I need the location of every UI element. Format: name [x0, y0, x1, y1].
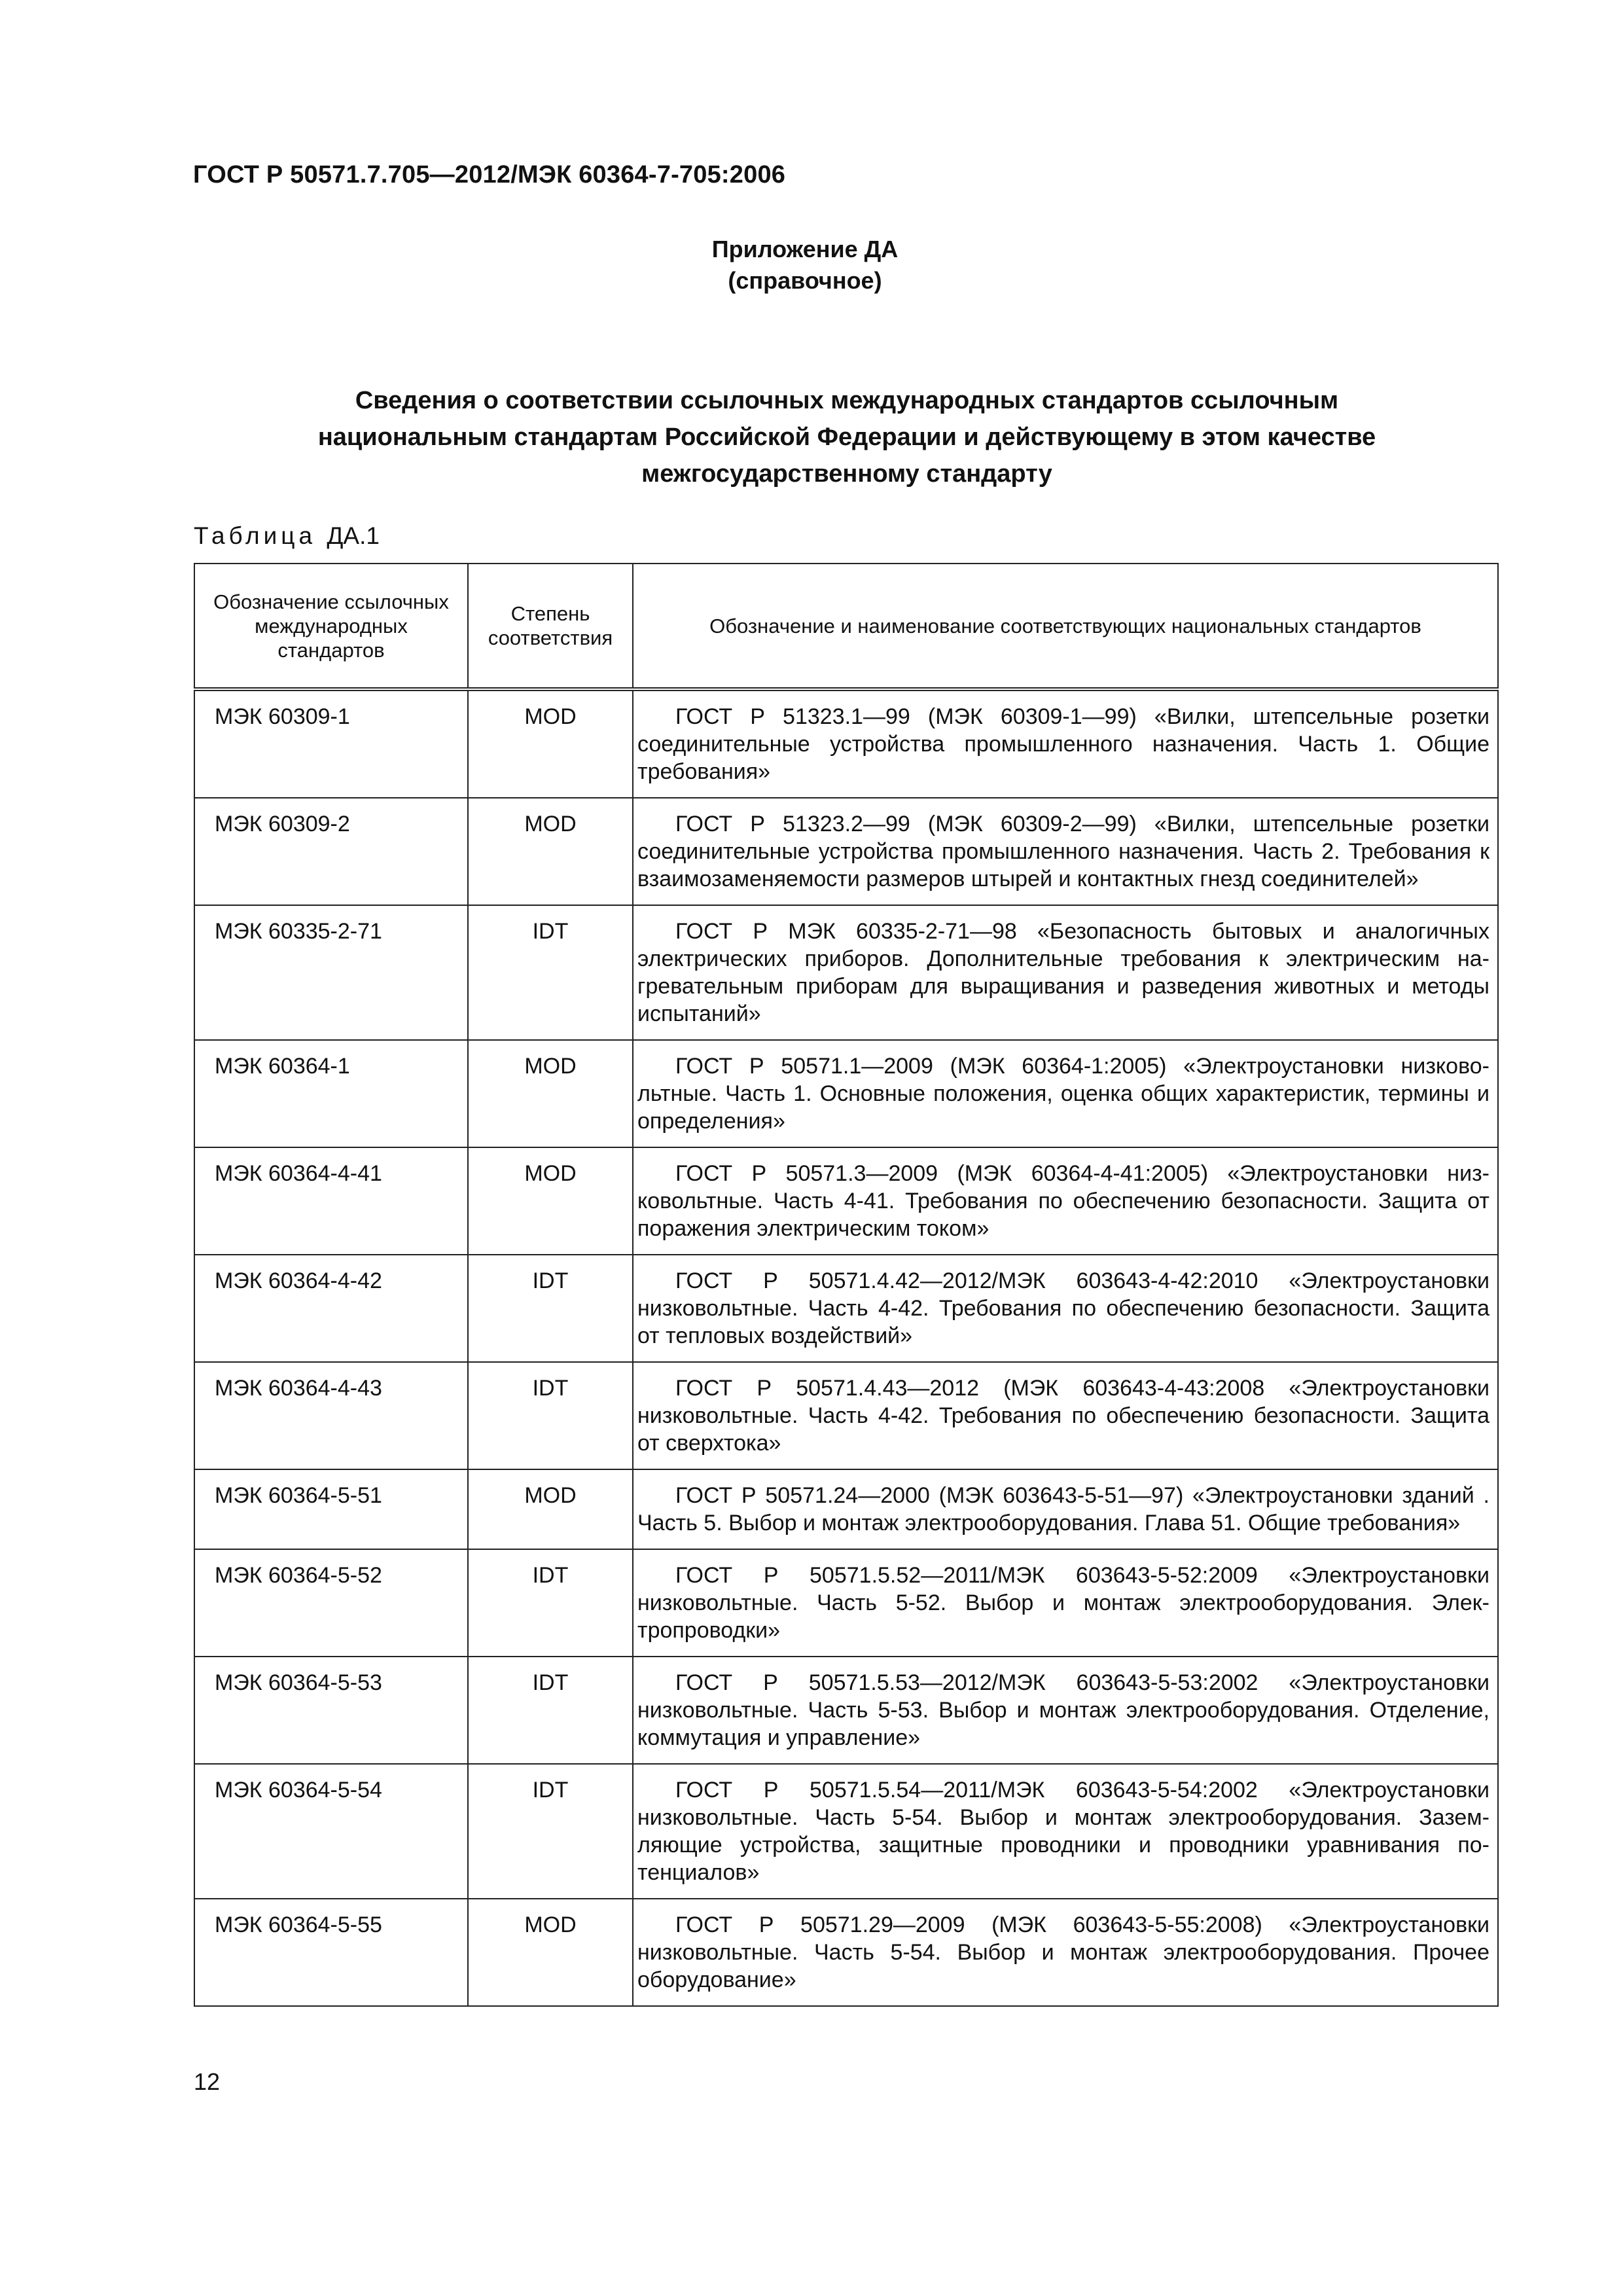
header-international-designation: Обозначение ссылочных международных стандартов: [194, 564, 468, 689]
cell-national-standard: ГОСТ Р 50571.4.42—2012/МЭК 603643-4-42:2010 «Электроустановки низковольтные. Часть 4-42. Требования по обеспечению безопасности. Защита от тепловых воздействий»: [633, 1255, 1498, 1362]
cell-degree: MOD: [468, 689, 633, 798]
cell-international-designation: МЭК 60364-1: [194, 1040, 468, 1147]
cell-international-designation: МЭК 60364-4-41: [194, 1147, 468, 1255]
table-row: [194, 1040, 1498, 1147]
cell-national-standard: ГОСТ Р 50571.4.43—2012 (МЭК 603643-4-43:2008 «Электроустановки низковольтные. Часть 4-42. Требования по обеспечению безопасности. Защита от сверхтока»: [633, 1362, 1498, 1469]
cell-degree: MOD: [468, 798, 633, 905]
table-row: [194, 1764, 1498, 1899]
cell-international-designation: МЭК 60335-2-71: [194, 905, 468, 1040]
table-caption-word: Таблица: [194, 522, 317, 549]
cell-international-designation: МЭК 60364-5-53: [194, 1657, 468, 1764]
table-row: [194, 1657, 1498, 1764]
header-national-standards: Обозначение и наименование соответствующих национальных стандартов: [633, 564, 1498, 689]
document-header: ГОСТ Р 50571.7.705—2012/МЭК 60364-7-705:2006: [193, 161, 786, 188]
cell-degree: IDT: [468, 905, 633, 1040]
cell-degree: MOD: [468, 1040, 633, 1147]
table-body: [194, 689, 1498, 2006]
table-row: [194, 1147, 1498, 1255]
cell-national-standard: ГОСТ Р 50571.1—2009 (МЭК 60364-1:2005) «Электроустановки низковольтные. Часть 1. Основные положения, оценка общих характеристик, термины и определения»: [633, 1040, 1498, 1147]
table-row: [194, 689, 1498, 798]
cell-international-designation: МЭК 60364-5-51: [194, 1469, 468, 1549]
cell-national-standard: ГОСТ Р 50571.3—2009 (МЭК 60364-4-41:2005) «Электроустановки низковольтные. Часть 4-41. Требования по обеспечению безопасности. Защита от поражения электрическим током»: [633, 1147, 1498, 1255]
cell-national-standard: ГОСТ Р 50571.24—2000 (МЭК 603643-5-51—97) «Электроустановки зданий . Часть 5. Выбор и монтаж электрооборудования. Глава 51. Общие требования»: [633, 1469, 1498, 1549]
cell-national-standard: ГОСТ Р МЭК 60335-2-71—98 «Безопасность бытовых и аналогичных электрических приборов. Дополнительные требования к электрическим нагревательным приборам для выращивания и разведения животных и методы испытаний»: [633, 905, 1498, 1040]
table-row: [194, 1255, 1498, 1362]
section-title-line-1: Сведения о соответствии ссылочных международных стандартов ссылочным: [355, 387, 1339, 414]
page-number: 12: [194, 2068, 221, 2095]
table-row: [194, 1469, 1498, 1549]
cell-international-designation: МЭК 60364-4-43: [194, 1362, 468, 1469]
cell-national-standard: ГОСТ Р 51323.1—99 (МЭК 60309-1—99) «Вилки, штепсельные розетки соединительные устройства промышленного назначения. Часть 1. Общие требования»: [633, 689, 1498, 798]
correspondence-table: [194, 563, 1499, 2007]
cell-national-standard: ГОСТ Р 50571.5.52—2011/МЭК 603643-5-52:2009 «Электроустановки низковольтные. Часть 5-52. Выбор и монтаж электрооборудования. Электропроводки»: [633, 1549, 1498, 1657]
cell-international-designation: МЭК 60364-5-55: [194, 1899, 468, 2006]
table-row: [194, 905, 1498, 1040]
cell-international-designation: МЭК 60364-4-42: [194, 1255, 468, 1362]
cell-degree: IDT: [468, 1549, 633, 1657]
cell-national-standard: ГОСТ Р 50571.5.53—2012/МЭК 603643-5-53:2002 «Электроустановки низковольтные. Часть 5-53. Выбор и монтаж электрооборудования. Отделение, коммутация и управление»: [633, 1657, 1498, 1764]
table-row: [194, 1362, 1498, 1469]
cell-international-designation: МЭК 60309-1: [194, 689, 468, 798]
cell-degree: IDT: [468, 1255, 633, 1362]
cell-national-standard: ГОСТ Р 50571.29—2009 (МЭК 603643-5-55:2008) «Электроустановки низковольтные. Часть 5-54. Выбор и монтаж электрооборудования. Прочее оборудование»: [633, 1899, 1498, 2006]
cell-degree: IDT: [468, 1657, 633, 1764]
section-title-line-2: национальным стандартам Российской Федерации и действующему в этом качестве: [317, 423, 1376, 451]
cell-international-designation: МЭК 60309-2: [194, 798, 468, 905]
cell-degree: IDT: [468, 1764, 633, 1899]
appendix-type: (справочное): [728, 267, 882, 294]
cell-degree: MOD: [468, 1899, 633, 2006]
appendix-title: Приложение ДА: [711, 236, 899, 262]
section-title-line-3: межгосударственному стандарту: [641, 460, 1052, 488]
cell-degree: IDT: [468, 1362, 633, 1469]
table-row: [194, 798, 1498, 905]
section-title: [194, 382, 1500, 492]
table-caption-number: ДА.1: [327, 522, 380, 549]
cell-international-designation: МЭК 60364-5-52: [194, 1549, 468, 1657]
cell-degree: MOD: [468, 1469, 633, 1549]
cell-national-standard: ГОСТ Р 50571.5.54—2011/МЭК 603643-5-54:2002 «Электроустановки низковольтные. Часть 5-54. Выбор и монтаж электрооборудования. Заземляющие устройства, защитные проводники и проводники уравнивания потенциалов»: [633, 1764, 1498, 1899]
cell-national-standard: ГОСТ Р 51323.2—99 (МЭК 60309-2—99) «Вилки, штепсельные розетки соединительные устройства промышленного назначения. Часть 2. Требования к взаимозаменяемости размеров штырей и контактных гнезд соединителей»: [633, 798, 1498, 905]
header-degree-of-correspondence: Степень соответствия: [468, 564, 633, 689]
table-row: [194, 1549, 1498, 1657]
cell-degree: MOD: [468, 1147, 633, 1255]
table-header-row: [194, 564, 1498, 689]
cell-international-designation: МЭК 60364-5-54: [194, 1764, 468, 1899]
table-caption: [194, 522, 380, 550]
table-row: [194, 1899, 1498, 2006]
